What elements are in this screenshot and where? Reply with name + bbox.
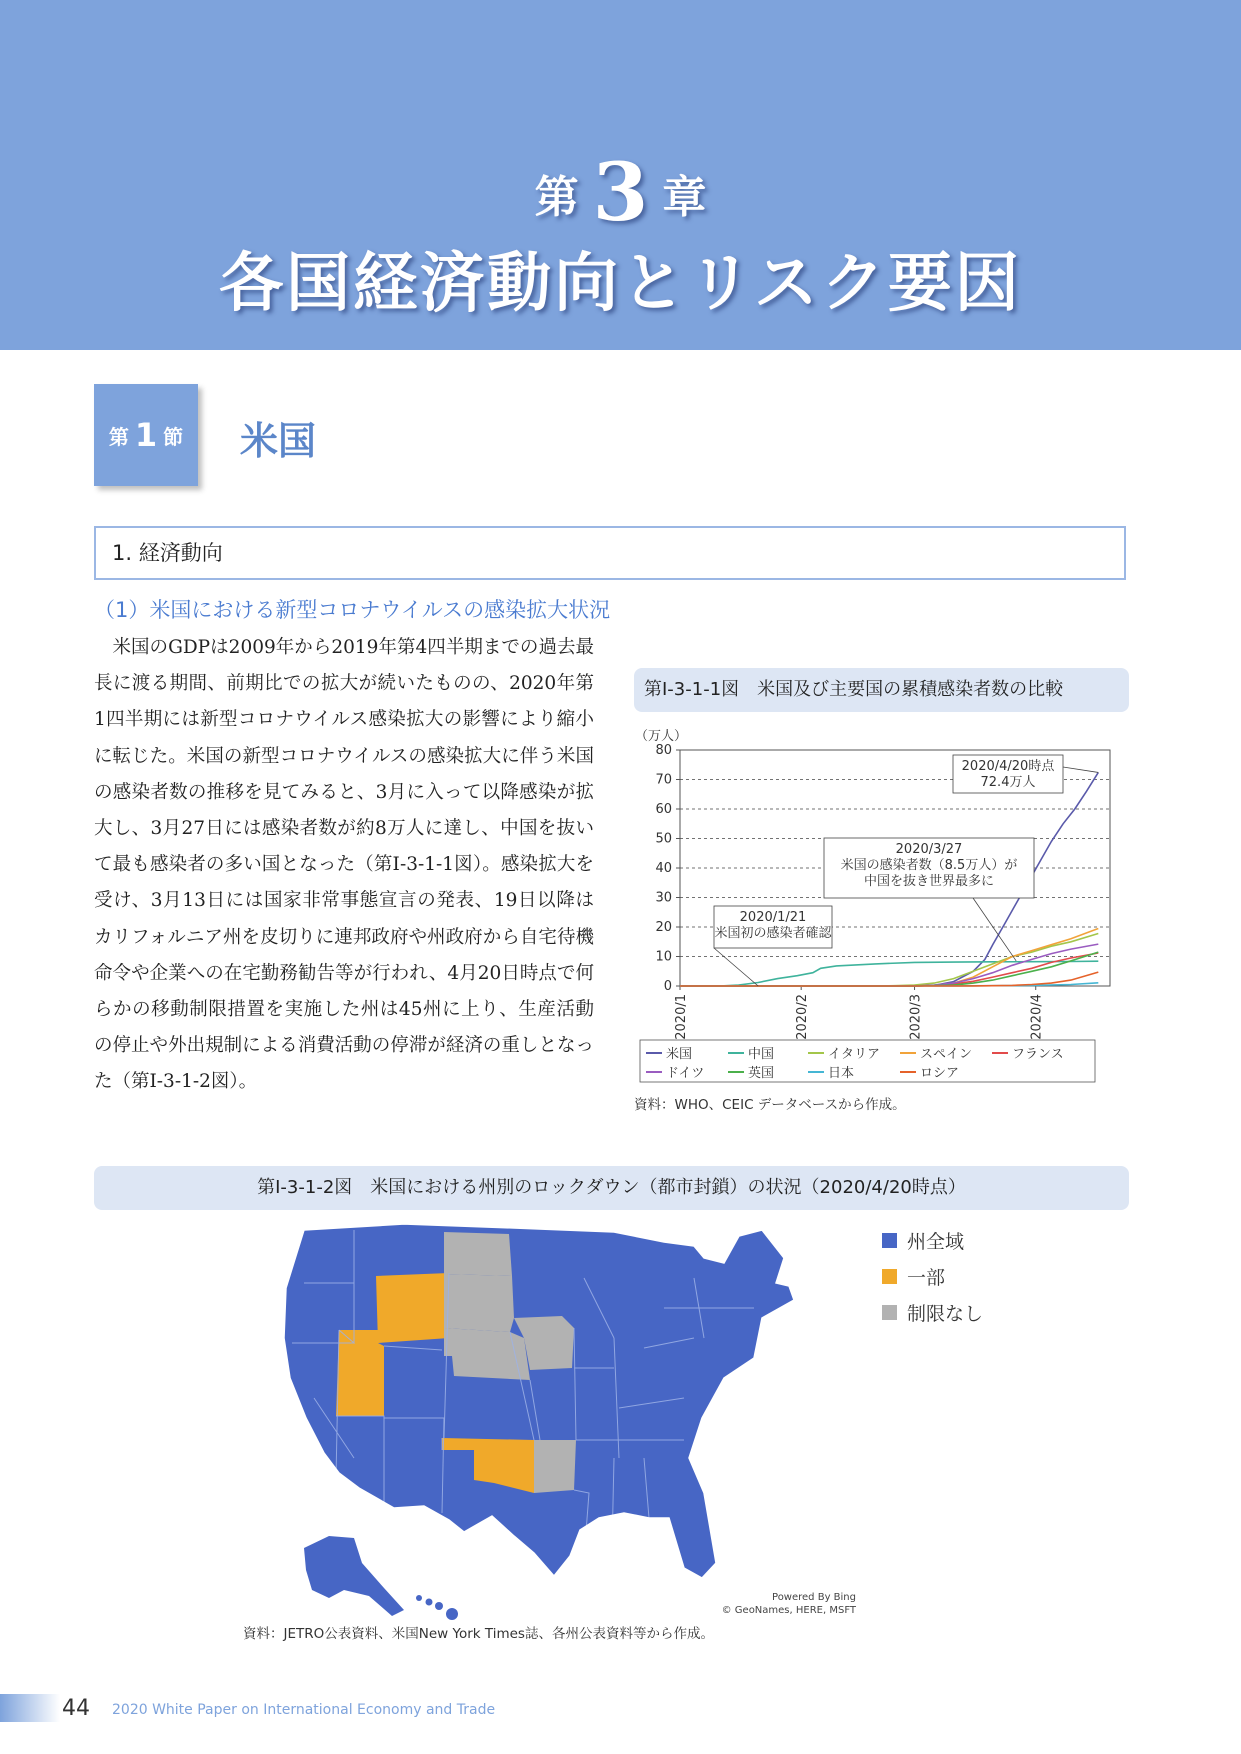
x-tick-label: 2020/2 <box>795 994 811 1040</box>
y-tick-label: 10 <box>655 949 672 965</box>
annotation-text: 米国の感染者数（8.5万人）が <box>840 858 1018 873</box>
legend-label: イタリア <box>828 1047 881 1062</box>
state-hawaii <box>416 1595 458 1620</box>
annotation-text: 72.4万人 <box>980 775 1036 790</box>
section-number: 1 <box>134 416 158 454</box>
legend-swatch <box>882 1269 897 1284</box>
section-title: 米国 <box>240 418 317 463</box>
annotation-leader <box>973 898 1016 961</box>
map-credit <box>700 1591 856 1617</box>
annotation-leader <box>714 948 758 986</box>
body-paragraph: 米国のGDPは2009年から2019年第4四半期までの過去最長に渡る期間、前期比での拡大が続いたものの、2020年第1四半期には新型コロナウイルス感染拡大の影響により縮小に転じた。米国の新型コロナウイルスの感染拡大に伴う米国の感染者数の推移を見てみると、3月に入って以降感染が拡大し、3月27日には感染者数が約8万人に達し、中国を抜いて最も感染者の多い国となった（第Ⅰ-3-1-1図）。感染拡大を受け、3月13日には国家非常事態宣言の発表、19日以降はカリフォルニア州を皮切りに連邦政府や州政府から自宅待機命令や企業への在宅勤務勧告等が行われ、4月20日時点で何らかの移動制限措置を実施した州は45州に上り、生産活動の停止や外出規制による消費活動の停滞が経済の重しとなった（第Ⅰ-3-1-2図）。 <box>94 637 594 1093</box>
legend-label: 英国 <box>748 1066 775 1081</box>
legend-label: 中国 <box>748 1047 775 1062</box>
subsubsection-heading: （1）米国における新型コロナウイルスの感染拡大状況 <box>94 598 611 622</box>
x-tick-label: 2020/3 <box>908 994 924 1040</box>
figure1-caption: 第Ⅰ-3-1-1図 米国及び主要国の累積感染者数の比較 <box>634 668 1129 712</box>
series-line-英国 <box>680 952 1098 986</box>
footer-title: 2020 White Paper on International Economy and Trade <box>112 1702 496 1718</box>
legend-label: 日本 <box>828 1066 855 1081</box>
x-tick-label: 2020/1 <box>674 994 689 1040</box>
section-suffix: 節 <box>163 424 184 449</box>
chapter-title: 各国経済動向とリスク要因 <box>219 246 1022 321</box>
chapter-prefix: 第 <box>534 172 579 223</box>
chapter-number: 3 <box>592 145 649 239</box>
footer-accent-bar <box>0 1694 60 1722</box>
annotation-text: 2020/3/27 <box>895 842 963 857</box>
y-axis-label: （万人） <box>635 729 688 744</box>
figure2-caption: 第Ⅰ-3-1-2図 米国における州別のロックダウン（都市封鎖）の状況（2020/4/20時点） <box>94 1166 1129 1210</box>
y-tick-label: 70 <box>655 772 672 788</box>
y-tick-label: 50 <box>655 831 672 847</box>
page-number: 44 <box>62 1696 90 1721</box>
legend-item-partial <box>882 1258 983 1294</box>
state-arkansas <box>534 1440 576 1493</box>
legend-label: 一部 <box>907 1266 946 1289</box>
legend-label: 米国 <box>666 1047 693 1062</box>
chapter-banner <box>0 0 1241 350</box>
state-south-dakota <box>444 1274 514 1332</box>
legend-swatch <box>882 1233 897 1248</box>
x-tick-label: 2020/4 <box>1029 994 1045 1040</box>
series-line-中国 <box>680 961 1098 986</box>
state-wyoming <box>376 1273 449 1343</box>
y-tick-label: 20 <box>655 920 672 935</box>
figure1-source: 資料：WHO、CEIC データベースから作成。 <box>634 1097 906 1113</box>
annotation-text: 中国を抜き世界最多に <box>863 874 995 889</box>
infection-line-chart <box>630 715 1130 1093</box>
subsection-heading: 1. 経済動向 <box>94 526 1126 580</box>
section-prefix: 第 <box>108 424 129 449</box>
legend-label: ロシア <box>920 1066 960 1081</box>
y-tick-label: 60 <box>655 802 672 817</box>
map-credit-line: Powered By Bing <box>772 1592 856 1603</box>
chapter-suffix: 章 <box>662 172 707 223</box>
state-north-dakota <box>444 1232 512 1276</box>
legend-item-none <box>882 1294 983 1330</box>
y-tick-label: 0 <box>663 979 672 994</box>
map-legend <box>882 1222 983 1330</box>
legend-label: 制限なし <box>907 1302 984 1325</box>
us-lockdown-map <box>284 1218 869 1628</box>
legend-item-statewide <box>882 1222 983 1258</box>
annotation-text: 米国初の感染者確認 <box>714 926 832 941</box>
legend-label: フランス <box>1012 1047 1064 1062</box>
y-tick-label: 30 <box>655 890 672 906</box>
chapter-number-line <box>0 145 1241 239</box>
section-number-box <box>94 384 198 486</box>
legend-label: 州全域 <box>907 1230 965 1253</box>
map-credit-line: © GeoNames, HERE, MSFT <box>721 1605 856 1616</box>
y-tick-label: 80 <box>655 743 672 758</box>
state-nebraska <box>444 1328 530 1380</box>
figure2-source: 資料：JETRO公表資料、米国New York Times誌、各州公表資料等から作成。 <box>243 1626 714 1642</box>
legend-swatch <box>882 1305 897 1320</box>
annotation-leader <box>1063 767 1098 772</box>
annotation-text: 2020/4/20時点 <box>961 759 1055 774</box>
legend-label: スペイン <box>920 1047 973 1062</box>
y-tick-label: 40 <box>655 861 672 876</box>
annotation-text: 2020/1/21 <box>739 910 807 925</box>
state-alaska <box>304 1536 404 1616</box>
legend-label: ドイツ <box>666 1066 705 1081</box>
